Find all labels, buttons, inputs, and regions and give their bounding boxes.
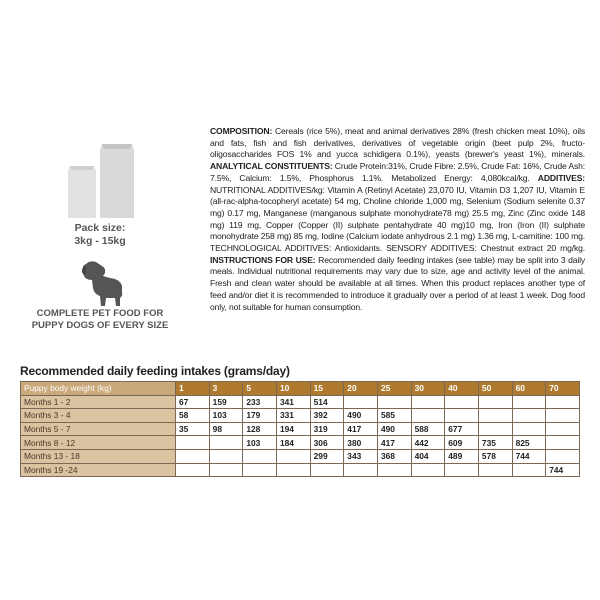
instructions-body: Recommended daily feeding intakes (see table) may be split into 3 daily meals. Individual nutritional requirements may vary due to size, age and activity level of the animal. Fresh and clean water should be available at all times. When this product replaces another type of feed and/or diet it is recommended to introduce it gradually over a period of at least 1 week. Dog food only, not suitable for human consumption.: [210, 254, 585, 312]
table-row: [21, 422, 580, 436]
intake-cell: 490: [344, 409, 378, 423]
weight-header: 70: [546, 382, 580, 396]
intake-cell: [176, 436, 210, 450]
intake-cell: [546, 436, 580, 450]
intake-cell: [243, 449, 277, 463]
intake-cell: [445, 409, 479, 423]
intake-cell: 380: [344, 436, 378, 450]
intake-cell: 588: [411, 422, 445, 436]
complete-line-1: COMPLETE PET FOOD FOR: [36, 308, 164, 319]
intake-cell: 578: [478, 449, 512, 463]
intake-cell: [344, 395, 378, 409]
intake-cell: [310, 463, 344, 477]
intake-cell: [512, 409, 546, 423]
weight-header: 25: [377, 382, 411, 396]
intake-cell: [377, 463, 411, 477]
intake-cell: [411, 409, 445, 423]
weight-header: 10: [276, 382, 310, 396]
weight-header: 30: [411, 382, 445, 396]
intake-cell: 744: [546, 463, 580, 477]
intake-cell: [512, 395, 546, 409]
intake-cell: 184: [276, 436, 310, 450]
intake-cell: [377, 395, 411, 409]
weight-header: 60: [512, 382, 546, 396]
feeding-table: [20, 381, 580, 477]
weight-header: 5: [243, 382, 277, 396]
header-label: Puppy body weight (kg): [21, 382, 176, 396]
age-label: Months 1 - 2: [21, 395, 176, 409]
intake-cell: 128: [243, 422, 277, 436]
instructions-heading: INSTRUCTIONS FOR USE:: [210, 254, 316, 265]
intake-cell: 58: [176, 409, 210, 423]
intake-cell: 368: [377, 449, 411, 463]
intake-cell: 159: [209, 395, 243, 409]
intake-cell: [478, 409, 512, 423]
age-label: Months 19 -24: [21, 463, 176, 477]
analytical-heading: ANALYTICAL CONSTITUENTS:: [210, 161, 333, 172]
additives-body: NUTRITIONAL ADDITIVES/kg: Vitamin A (Retinyl Acetate) 23,070 IU, Vitamin D3 1,207 IU, Vitamin E (all-rac-alpha-tocopheryl acetate) 54 mg, Choline chloride 1,000 mg, Selenium (Sodium selenite 0.37 mg) 0.17 mg, Manganese (manganous sulphate monohydrate78 mg) 25.5 mg, Zinc (Zinc oxide 148 mg) 119 mg, Copper (Copper (II) sulphate pentahydrate 40 mg)10 mg, Iron (Iron (II) sulphate monohydrate 258 mg) 85 mg, Iodine (Calcium iodate anhydrous 2.1 mg) 1.36 mg, L-carnitine: 100 mg. TECHNOLOGICAL ADDITIVES: Antioxidants. SENSORY ADDITIVES: Chestnut extract 20 mg/kg.: [210, 184, 585, 254]
weight-header: 40: [445, 382, 479, 396]
intake-cell: 735: [478, 436, 512, 450]
table-row: [21, 449, 580, 463]
complete-line-2: PUPPY DOGS OF EVERY SIZE: [31, 320, 169, 331]
intake-cell: 490: [377, 422, 411, 436]
intake-cell: 417: [377, 436, 411, 450]
table-row: [21, 436, 580, 450]
intake-cell: [546, 395, 580, 409]
intake-cell: 306: [310, 436, 344, 450]
intake-cell: 744: [512, 449, 546, 463]
intake-cell: [445, 395, 479, 409]
intake-cell: 442: [411, 436, 445, 450]
intake-cell: [243, 463, 277, 477]
weight-header: 20: [344, 382, 378, 396]
intake-cell: [546, 409, 580, 423]
intake-cell: 392: [310, 409, 344, 423]
intake-cell: 35: [176, 422, 210, 436]
additives-heading: ADDITIVES:: [537, 172, 585, 183]
intake-cell: 417: [344, 422, 378, 436]
intake-cell: 404: [411, 449, 445, 463]
composition-text: [210, 126, 585, 313]
intake-cell: [276, 463, 310, 477]
table-row: [21, 395, 580, 409]
intake-cell: [445, 463, 479, 477]
weight-header: 3: [209, 382, 243, 396]
intake-cell: 194: [276, 422, 310, 436]
intake-cell: [512, 422, 546, 436]
pack-size-value: 3kg - 15kg: [74, 235, 126, 247]
age-label: Months 8 - 12: [21, 436, 176, 450]
intake-cell: [411, 395, 445, 409]
intake-cell: 514: [310, 395, 344, 409]
composition-body: Cereals (rice 5%), meat and animal derivatives 28% (fresh chicken meat 10%), oils and fats, fish and fish derivatives, derivatives of vegetable origin (beet pulp 2%, fructo-oligosaccharides FOS 1% and yucca schidigera 0.1%), yeasts (brewer's yeast 1%), minerals.: [210, 126, 585, 160]
intake-cell: 609: [445, 436, 479, 450]
intake-cell: 677: [445, 422, 479, 436]
intake-cell: 179: [243, 409, 277, 423]
weight-header: 50: [478, 382, 512, 396]
intake-cell: [344, 463, 378, 477]
dog-silhouette-icon: [76, 258, 126, 308]
weight-header: 15: [310, 382, 344, 396]
food-bag-icon: [66, 140, 136, 220]
feeding-table-title: Recommended daily feeding intakes (grams/day): [20, 364, 290, 378]
intake-cell: [209, 436, 243, 450]
intake-cell: 233: [243, 395, 277, 409]
product-info-column: [0, 140, 200, 340]
age-label: Months 13 - 18: [21, 449, 176, 463]
intake-cell: [546, 422, 580, 436]
intake-cell: 67: [176, 395, 210, 409]
intake-cell: 319: [310, 422, 344, 436]
weight-header: 1: [176, 382, 210, 396]
intake-cell: [176, 463, 210, 477]
pack-size-label: Pack size:: [74, 222, 126, 234]
feeding-table-body: [21, 395, 580, 477]
age-label: Months 5 - 7: [21, 422, 176, 436]
composition-heading: COMPOSITION:: [210, 126, 273, 136]
analytical-body: Crude Protein:31%, Crude Fibre: 2.5%, Crude Fat: 16%, Crude Ash: 7.5%, Calcium: 1.5%, Phosphorus 1.1%. Metabolized Energy: 4,080kcal/kg.: [210, 161, 585, 183]
intake-cell: [478, 422, 512, 436]
intake-cell: 341: [276, 395, 310, 409]
feeding-header-row: [21, 382, 580, 396]
intake-cell: [176, 449, 210, 463]
pack-size: [0, 222, 200, 248]
intake-cell: [276, 449, 310, 463]
intake-cell: 585: [377, 409, 411, 423]
intake-cell: 98: [209, 422, 243, 436]
table-row: [21, 463, 580, 477]
intake-cell: [411, 463, 445, 477]
intake-cell: 103: [209, 409, 243, 423]
intake-cell: [478, 463, 512, 477]
intake-cell: 331: [276, 409, 310, 423]
complete-pet-food-text: [0, 308, 200, 332]
age-label: Months 3 - 4: [21, 409, 176, 423]
intake-cell: [209, 449, 243, 463]
table-row: [21, 409, 580, 423]
intake-cell: 343: [344, 449, 378, 463]
intake-cell: 825: [512, 436, 546, 450]
intake-cell: 489: [445, 449, 479, 463]
intake-cell: [478, 395, 512, 409]
intake-cell: 299: [310, 449, 344, 463]
intake-cell: [209, 463, 243, 477]
intake-cell: [546, 449, 580, 463]
intake-cell: [512, 463, 546, 477]
intake-cell: 103: [243, 436, 277, 450]
